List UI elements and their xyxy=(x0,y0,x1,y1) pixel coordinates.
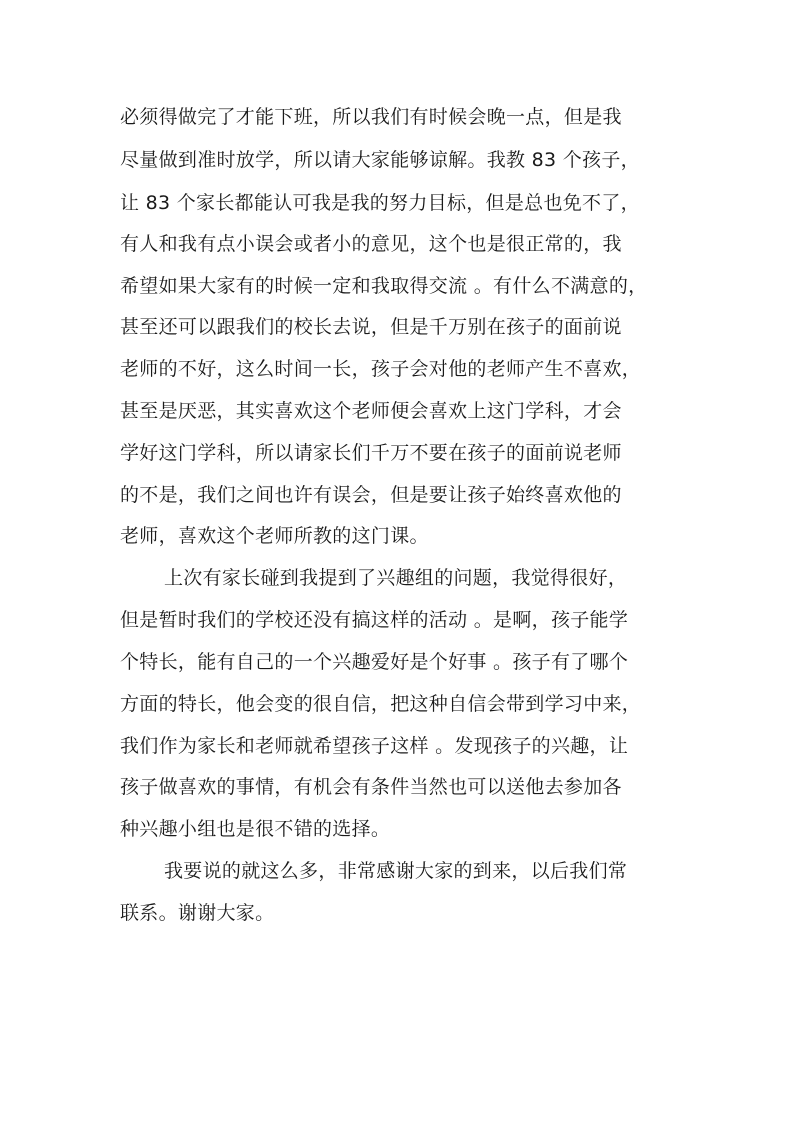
text-line: 个特长，能有自己的一个兴趣爱好是个好事 。孩子有了哪个 xyxy=(120,651,629,673)
text-line: 希望如果大家有的时候一定和我取得交流 。有什么不满意的， xyxy=(120,275,648,297)
text-line: 上次有家长碰到我提到了兴趣组的问题，我觉得很好， xyxy=(164,567,628,589)
text-line: 我要说的就这么多，非常感谢大家的到来，以后我们常 xyxy=(164,860,628,882)
text-line: 让 83 个家长都能认可我是我的努力目标，但是总也免不了， xyxy=(120,192,640,214)
text-line: 老师的不好，这么时间一长，孩子会对他的老师产生不喜欢， xyxy=(120,358,642,380)
text-line: 方面的特长，他会变的很自信，把这种自信会带到学习中来， xyxy=(120,693,642,715)
text-line: 有人和我有点小误会或者小的意见，这个也是很正常的，我 xyxy=(120,233,622,255)
text-line: 甚至还可以跟我们的校长去说，但是千万别在孩子的面前说 xyxy=(120,316,622,338)
text-line: 老师，喜欢这个老师所教的这门课。 xyxy=(120,525,429,547)
text-line: 种兴趣小组也是很不错的选择。 xyxy=(120,818,391,840)
text-line: 甚至是厌恶，其实喜欢这个老师便会喜欢上这门学科，才会 xyxy=(120,400,622,422)
text-line: 学好这门学科，所以请家长们千万不要在孩子的面前说老师 xyxy=(120,442,622,464)
text-line: 孩子做喜欢的事情，有机会有条件当然也可以送他去参加各 xyxy=(120,776,622,798)
text-line: 但是暂时我们的学校还没有搞这样的活动 。是啊，孩子能学 xyxy=(120,609,629,631)
text-line: 的不是，我们之间也许有误会，但是要让孩子始终喜欢他的 xyxy=(120,484,622,506)
text-line: 必须得做完了才能下班，所以我们有时候会晚一点，但是我 xyxy=(120,106,622,128)
text-line: 尽量做到准时放学，所以请大家能够谅解。我教 83 个孩子， xyxy=(120,149,640,171)
text-line: 我们作为家长和老师就希望孩子这样 。发现孩子的兴趣，让 xyxy=(120,735,629,757)
text-line: 联系。谢谢大家。 xyxy=(120,902,275,924)
